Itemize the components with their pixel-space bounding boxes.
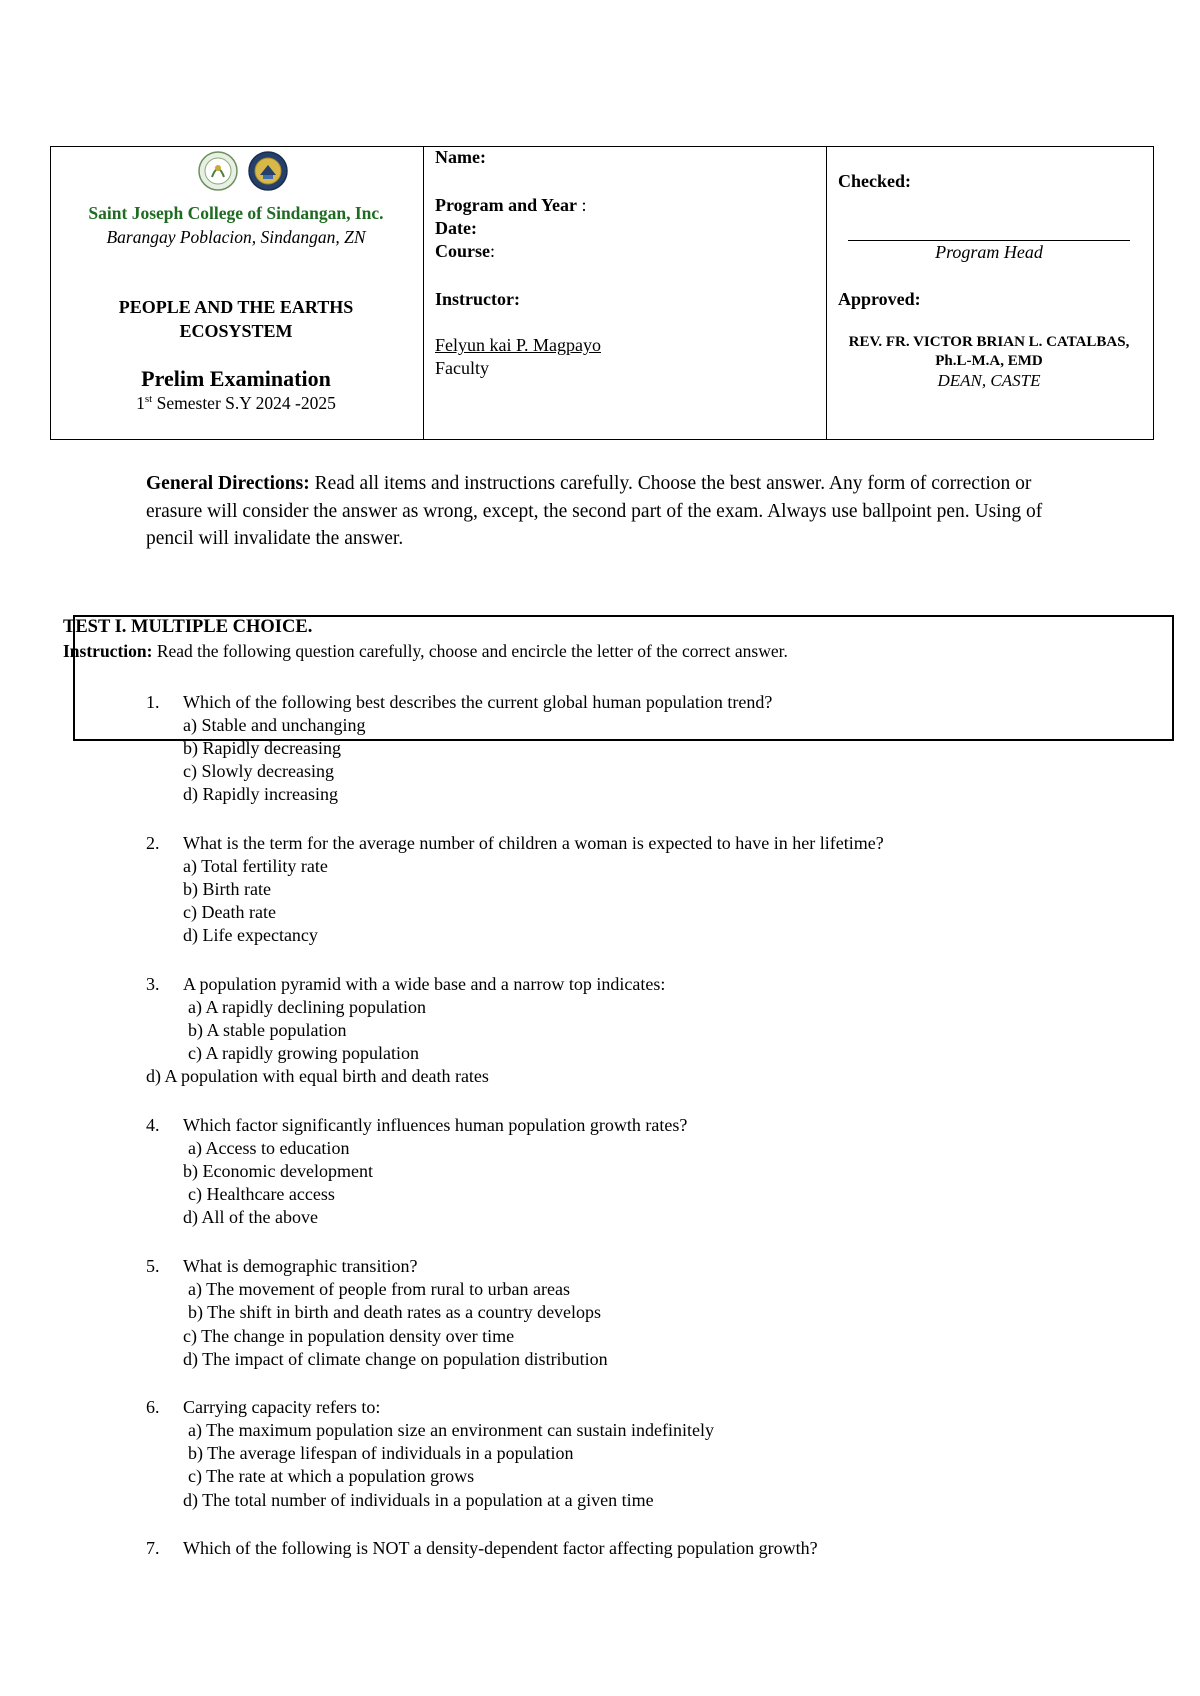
test-instruction [63,641,788,662]
question-text: What is the term for the average number of children a woman is expected to have in her lifetime? [183,833,884,853]
question-number: 6. [146,1397,160,1417]
dean-name-line: Ph.L-M.A, EMD [935,353,1043,369]
answer-option: c) Healthcare access [188,1184,335,1204]
instruction-label: Instruction: [63,641,153,661]
college-seal-logo [198,151,238,191]
dean-name-line: REV. FR. VICTOR BRIAN L. CATALBAS, [848,334,1130,350]
course-title [50,295,422,343]
answer-option: a) Stable and unchanging [183,715,366,735]
answer-option: a) Total fertility rate [183,856,328,876]
semester-ordinal: 1 [136,393,145,413]
course-colon: : [490,241,496,261]
question-text: Which factor significantly influences human population growth rates? [183,1115,688,1135]
answer-option: b) Economic development [183,1161,373,1181]
program-head-label: Program Head [935,242,1043,262]
approved-label: Approved: [838,289,921,309]
program-year-label: Program and Year [435,195,577,215]
instructor-label: Instructor: [435,289,520,309]
question-text: A population pyramid with a wide base and a narrow top indicates: [183,974,666,994]
question-number: 4. [146,1115,160,1135]
semester-text: Semester S.Y 2024 -2025 [152,393,336,413]
date-label: Date: [435,218,477,238]
answer-option: c) Slowly decreasing [183,761,334,781]
answer-option: a) The movement of people from rural to urban areas [188,1279,571,1299]
column-divider [423,147,424,439]
dean-title: DEAN, CASTE [937,371,1041,390]
program-year-colon: : [576,195,587,215]
directions-label: General Directions: [146,473,310,494]
answer-option: b) A stable population [188,1020,347,1040]
dean-name [826,333,1152,371]
answer-option: d) Life expectancy [183,925,318,945]
answer-option: d) A population with equal birth and death rates [146,1066,489,1086]
question-number: 3. [146,974,160,994]
directions-text: Read all items and instructions carefully. Choose the best answer. Any form of correction or erasure will consider the answer as wrong, except, the second part of the exam. Always use ballpoint pen. Using of pencil will invalidate the answer. [146,473,1043,549]
question-number: 2. [146,833,160,853]
answer-option: c) Death rate [183,902,276,922]
answer-option: a) The maximum population size an environment can sustain indefinitely [188,1420,715,1440]
question-number: 7. [146,1538,160,1558]
exam-title: Prelim Examination [141,366,331,391]
answer-option: a) A rapidly declining population [188,997,426,1017]
general-directions [146,470,1056,553]
question-number: 1. [146,692,160,712]
course-title-line: ECOSYSTEM [179,321,293,341]
checked-field [838,171,911,192]
instruction-text: Read the following question carefully, choose and encircle the letter of the correct answer. [152,641,788,661]
instructor-role: Faculty [435,358,489,378]
school-name: Saint Joseph College of Sindangan, Inc. [88,203,384,223]
course-field [435,241,495,262]
answer-option: d) The impact of climate change on population distribution [183,1349,608,1369]
name-label: Name: [435,147,486,167]
answer-option: b) The shift in birth and death rates as a country develops [188,1302,602,1322]
question-text: Which of the following best describes the current global human population trend? [183,692,773,712]
question-text: Which of the following is NOT a density-dependent factor affecting population growth? [183,1538,818,1558]
name-field [435,147,486,168]
column-divider [826,147,827,439]
school-address: Barangay Poblacion, Sindangan, ZN [106,227,366,247]
checked-label: Checked: [838,171,911,191]
test-title: TEST I. MULTIPLE CHOICE. [63,617,313,637]
program-year-field [435,195,587,216]
course-title-line: PEOPLE AND THE EARTHS [118,297,354,317]
date-field [435,218,477,239]
instructor-field [435,289,520,310]
answer-option: d) Rapidly increasing [183,784,338,804]
answer-option: d) The total number of individuals in a population at a given time [183,1490,654,1510]
answer-option: c) The rate at which a population grows [188,1466,475,1486]
semester-label [50,393,422,414]
answer-option: d) All of the above [183,1207,318,1227]
question-number: 5. [146,1256,160,1276]
answer-option: a) Access to education [188,1138,350,1158]
answer-option: b) Rapidly decreasing [183,738,341,758]
answer-option: c) The change in population density over time [183,1326,515,1346]
answer-option: b) Birth rate [183,879,271,899]
course-label: Course [435,241,490,261]
semester-ordinal-suffix: st [144,393,153,406]
department-seal-logo [248,151,288,191]
answer-option: c) A rapidly growing population [188,1043,419,1063]
signature-line [848,240,1130,241]
question-text: Carrying capacity refers to: [183,1397,381,1417]
answer-option: b) The average lifespan of individuals in a population [188,1443,574,1463]
approved-field [838,289,921,310]
instructor-name: Felyun kai P. Magpayo [435,335,601,355]
question-text: What is demographic transition? [183,1256,418,1276]
